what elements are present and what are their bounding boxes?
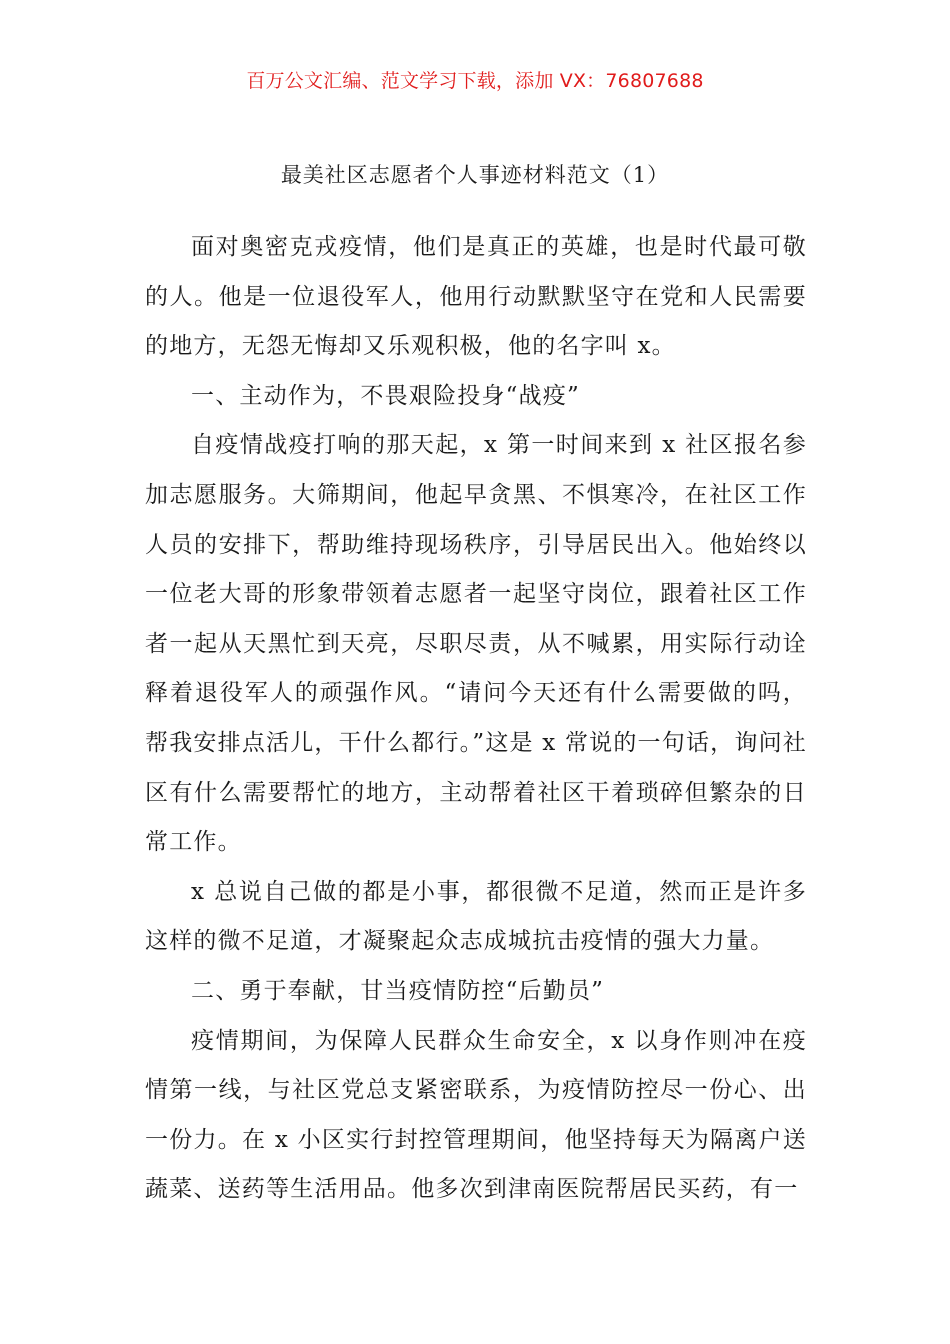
section-heading-2: 二、勇于奉献，甘当疫情防控“后勤员” xyxy=(191,977,605,1004)
paragraph-section-1-summary: x 总说自己做的都是小事，都很微不足道，然而正是许多这样的微不足道，才凝聚起众志成城抗击疫情的强大力量。 xyxy=(145,878,807,955)
paragraph-section-2: 疫情期间，为保障人民群众生命安全，x 以身作则冲在疫情第一线，与社区党总支紧密联系，为疫情防控尽一份心、出一份力。在 x 小区实行封控管理期间，他坚持每天为隔离户送蔬菜、送药等生活用品。他多次到津南医院帮居民买药，有一 xyxy=(145,1027,807,1203)
header-banner: 百万公文汇编、范文学习下载，添加 VX：76807688 xyxy=(246,70,704,92)
document-title: 最美社区志愿者个人事迹材料范文（1） xyxy=(280,163,670,187)
paragraph-intro: 面对奥密克戎疫情，他们是真正的英雄，也是时代最可敬的人。他是一位退役军人，他用行动默默坚守在党和人民需要的地方，无怨无悔却又乐观积极，他的名字叫 x。 xyxy=(145,234,807,360)
document-body xyxy=(145,223,807,1215)
paragraph-section-1: 自疫情战疫打响的那天起，x 第一时间来到 x 社区报名参加志愿服务。大筛期间，他起早贪黑、不惧寒冷，在社区工作人员的安排下，帮助维持现场秩序，引导居民出入。他始终以一位老大哥的形象带领着志愿者一起坚守岗位，跟着社区工作者一起从天黑忙到天亮，尽职尽责，从不喊累，用实际行动诠释着退役军人的顽强作风。“请问今天还有什么需要做的吗，帮我安排点活儿，干什么都行。”这是 x 常说的一句话，询问社区有什么需要帮忙的地方，主动帮着社区干着琐碎但繁杂的日常工作。 xyxy=(145,432,807,856)
section-heading-1: 一、主动作为，不畏艰险投身“战疫” xyxy=(191,382,580,409)
